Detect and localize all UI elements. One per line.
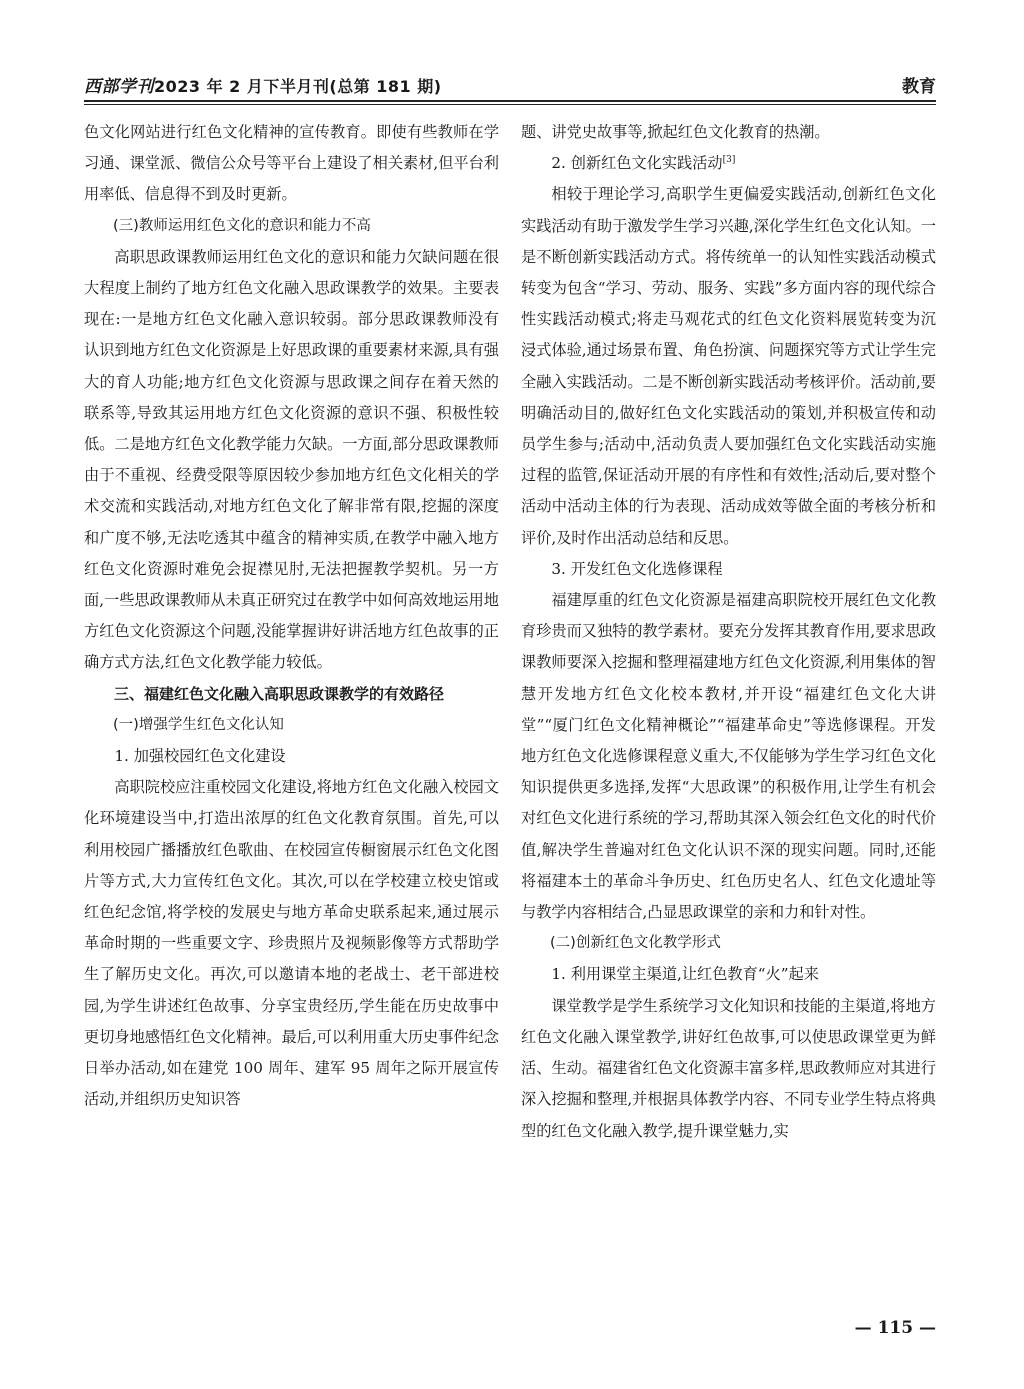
journal-logo: 西部学刊 (84, 77, 154, 97)
page-header (84, 72, 936, 98)
issue-info: 2023 年 2 月下半月刊(总第 181 期) (154, 77, 442, 96)
subsection-heading: (三)教师运用红色文化的意识和能力不高 (113, 217, 371, 234)
heading-text: 2. 创新红色文化实践活动 (551, 154, 723, 173)
section-heading: 三、福建红色文化融入高职思政课教学的有效路径 (114, 684, 445, 703)
page-number: — 115 — (854, 1318, 936, 1338)
header-journal-info (84, 72, 442, 97)
paragraph: 相较于理论学习,高职学生更偏爱实践活动,创新红色文化实践活动有助于激发学生学习兴趣,深化学生红色文化认知。一是不断创新实践活动方式。将传统单一的认知性实践活动模式转变为包含“学习、劳动、服务、实践”多方面内容的现代综合性实践活动模式;将走马观花式的红色文化资料展览转变为沉浸式体验,通过场景布置、角色扮演、问题探究等方式让学生完全融入实践活动。二是不断创新实践活动考核评价。活动前,要明确活动目的,做好红色文化实践活动的策划,并积极宣传和动员学生参与;活动中,活动负责人要加强红色文化实践活动实施过程的监管,保证活动开展的有序性和有效性;活动后,要对整个活动中活动主体的行为表现、活动成效等做全面的考核分析和评价,及时作出活动总结和反思。 (521, 185, 936, 547)
paragraph: 高职思政课教师运用红色文化的意识和能力欠缺问题在很大程度上制约了地方红色文化融入思政课教学的效果。主要表现在:一是地方红色文化融入意识较弱。部分思政课教师没有认识到地方红色文化资源是上好思政课的重要素材来源,具有强大的育人功能;地方红色文化资源与思政课之间存在着天然的联系等,导致其运用地方红色文化资源的意识不强、积极性较低。二是地方红色文化教学能力欠缺。一方面,部分思政课教师由于不重视、经费受限等原因较少参加地方红色文化相关的学术交流和实践活动,对地方红色文化了解非常有限,挖掘的深度和广度不够,无法吃透其中蕴含的精神实质,在教学中融入地方红色文化资源时难免会捉襟见肘,无法把握教学契机。另一方面,一些思政课教师从未真正研究过在教学中如何高效地运用地方红色文化资源这个问题,没能掌握讲好讲活地方红色故事的正确方式方法,红色文化教学能力较低。 (84, 247, 499, 672)
numbered-heading (521, 148, 936, 179)
header-divider (84, 100, 936, 105)
paragraph: 色文化网站进行红色文化精神的宣传教育。即使有些教师在学习通、课堂派、微信公众号等平台上建设了相关素材,但平台利用率低、信息得不到及时更新。 (84, 123, 499, 204)
paragraph: 福建厚重的红色文化资源是福建高职院校开展红色文化教育珍贵而又独特的教学素材。要充分发挥其教育作用,要求思政课教师要深入挖掘和整理福建地方红色文化资源,利用集体的智慧开发地方红色文化校本教材,并开设“福建红色文化大讲堂”“厦门红色文化精神概论”“福建革命史”等选修课程。开发地方红色文化选修课程意义重大,不仅能够为学生学习红色文化知识提供更多选择,发挥“大思政课”的积极作用,让学生有机会对红色文化进行系统的学习,帮助其深入领会红色文化的时代价值,解决学生普遍对红色文化认识不深的现实问题。同时,还能将福建本土的革命斗争历史、红色历史名人、红色文化遗址等与教学内容相结合,凸显思政课堂的亲和力和针对性。 (521, 591, 936, 922)
numbered-heading: 1. 加强校园红色文化建设 (114, 747, 286, 766)
section-label: 教育 (902, 77, 936, 97)
paragraph: 课堂教学是学生系统学习文化知识和技能的主渠道,将地方红色文化融入课堂教学,讲好红色故事,可以使思政课堂更为鲜活、生动。福建省红色文化资源丰富多样,思政教师应对其进行深入挖掘和整理,并根据具体教学内容、不同专业学生特点将典型的红色文化融入教学,提升课堂魅力,实 (521, 996, 936, 1140)
subsection-heading: (二)创新红色文化教学形式 (550, 935, 721, 952)
numbered-heading: 3. 开发红色文化选修课程 (551, 559, 723, 578)
subsection-heading: (一)增强学生红色文化认知 (113, 716, 284, 733)
left-column (84, 117, 499, 1116)
numbered-heading: 1. 利用课堂主渠道,让红色教育“火”起来 (551, 965, 819, 984)
right-column (521, 117, 936, 1147)
paragraph: 高职院校应注重校园文化建设,将地方红色文化融入校园文化环境建设当中,打造出浓厚的红色文化教育氛围。首先,可以利用校园广播播放红色歌曲、在校园宣传橱窗展示红色文化图片等方式,大力宣传红色文化。其次,可以在学校建立校史馆或红色纪念馆,将学校的发展史与地方革命史联系起来,通过展示革命时期的一些重要文字、珍贵照片及视频影像等方式帮助学生了解历史文化。再次,可以邀请本地的老战士、老干部进校园,为学生讲述红色故事、分享宝贵经历,学生能在历史故事中更切身地感悟红色文化精神。最后,可以利用重大历史事件纪念日举办活动,如在建党 100 周年、建军 95 周年之际开展宣传活动,并组织历史知识答 (84, 778, 499, 1109)
paragraph: 题、讲党史故事等,掀起红色文化教育的热潮。 (521, 123, 830, 141)
citation-mark: [3] (722, 155, 736, 166)
